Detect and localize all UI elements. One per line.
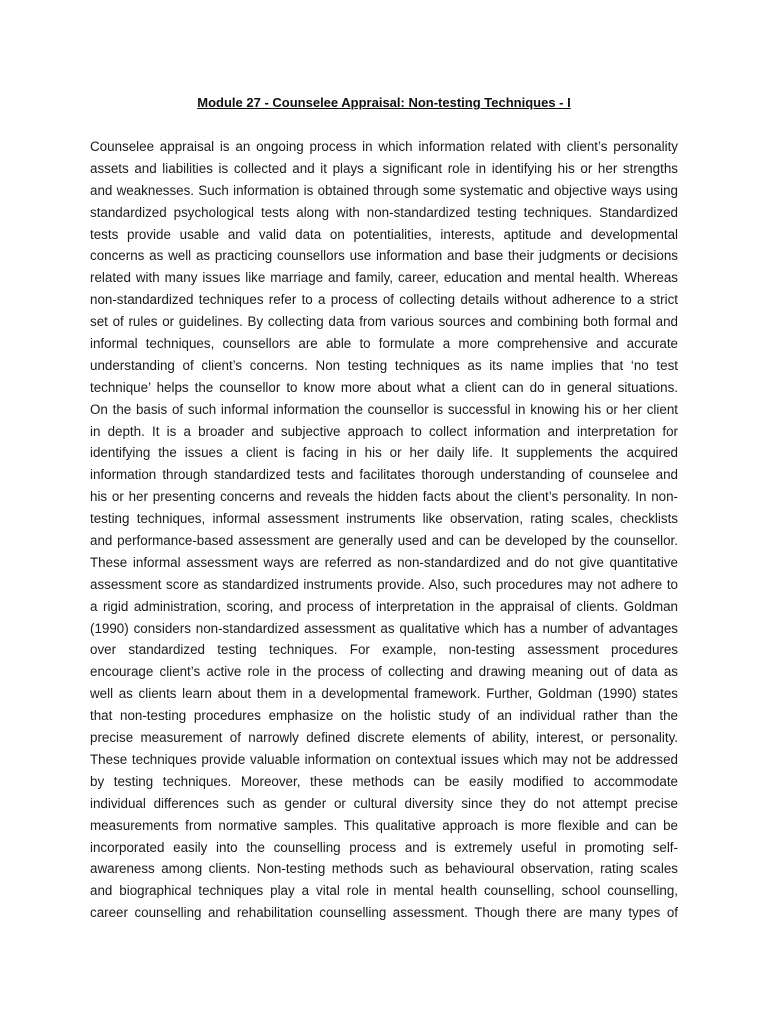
- page-title: Module 27 - Counselee Appraisal: Non-testing Techniques - I: [197, 95, 571, 110]
- paragraph-line: These techniques provide valuable information on contextual issues which may not be addressed: [90, 751, 678, 767]
- paragraph-line: and biographical techniques play a vital role in mental health counselling, school counselling,: [90, 883, 678, 899]
- paragraph-line: technique’ helps the counsellor to know more about what a client can do in general situations.: [90, 379, 678, 395]
- paragraph-line: information through standardized tests and facilitates thorough understanding of counselee and: [90, 467, 678, 483]
- paragraph-line: concerns as well as practicing counsellors use information and base their judgments or decisions: [90, 248, 678, 264]
- paragraph-line: assessment score as standardized instruments provide. Also, such procedures may not adhere to: [90, 576, 678, 592]
- paragraph-line: non-standardized techniques refer to a process of collecting details without adherence to a strict: [90, 292, 678, 308]
- paragraph-line: awareness among clients. Non-testing methods such as behavioural observation, rating scales: [90, 861, 678, 877]
- paragraph-line: his or her presenting concerns and reveals the hidden facts about the client’s personality. In non-: [90, 489, 678, 505]
- paragraph-line: individual differences such as gender or cultural diversity since they do not attempt precise: [90, 795, 678, 811]
- paragraph-line: related with many issues like marriage and family, career, education and mental health. Whereas: [90, 270, 678, 286]
- paragraph-line: incorporated easily into the counselling process and is extremely useful in promoting self-: [90, 839, 678, 855]
- paragraph-line: On the basis of such informal information the counsellor is successful in knowing his or her client: [90, 401, 678, 417]
- paragraph-line: by testing techniques. Moreover, these methods can be easily modified to accommodate: [90, 773, 678, 789]
- paragraph-line: testing techniques, informal assessment instruments like observation, rating scales, checklists: [90, 511, 678, 527]
- paragraph-line: in depth. It is a broader and subjective approach to collect information and interpretation for: [90, 423, 678, 439]
- paragraph-line: encourage client’s active role in the process of collecting and drawing meaning out of data as: [90, 664, 678, 680]
- paragraph-line: Counselee appraisal is an ongoing process in which information related with client’s personality: [90, 139, 678, 154]
- paragraph-line: standardized psychological tests along with non-standardized testing techniques. Standardized: [90, 204, 678, 220]
- paragraph-line: measurements from normative samples. This qualitative approach is more flexible and can be: [90, 817, 678, 833]
- paragraph-line: These informal assessment ways are referred as non-standardized and do not give quantitative: [90, 554, 678, 570]
- paragraph-line: precise measurement of narrowly defined discrete elements of ability, interest, or personality.: [90, 730, 678, 746]
- paragraph-line: career counselling and rehabilitation counselling assessment. Though there are many types of: [90, 905, 678, 921]
- paragraph-line: a rigid administration, scoring, and process of interpretation in the appraisal of clients. Goldman: [90, 598, 678, 614]
- paragraph-line: set of rules or guidelines. By collecting data from various sources and combining both formal and: [90, 314, 678, 330]
- body-paragraph: [90, 136, 678, 924]
- paragraph-line: that non-testing procedures emphasize on the holistic study of an individual rather than the: [90, 708, 678, 724]
- paragraph-line: over standardized testing techniques. For example, non-testing assessment procedures: [90, 642, 678, 658]
- paragraph-line: tests provide usable and valid data on potentialities, interests, aptitude and developmental: [90, 226, 678, 242]
- paragraph-line: and weaknesses. Such information is obtained through some systematic and objective ways using: [90, 182, 678, 198]
- paragraph-line: identifying the issues a client is facing in his or her daily life. It supplements the acquired: [90, 445, 678, 461]
- paragraph-line: understanding of client’s concerns. Non testing techniques as its name implies that ‘no test: [90, 357, 678, 373]
- paragraph-line: (1990) considers non-standardized assessment as qualitative which has a number of advantages: [90, 620, 678, 636]
- paragraph-line: well as clients learn about them in a developmental framework. Further, Goldman (1990) states: [90, 686, 678, 702]
- paragraph-line: assets and liabilities is collected and it plays a significant role in identifying his or her strengths: [90, 160, 678, 176]
- paragraph-line: and performance-based assessment are generally used and can be developed by the counsellor.: [90, 533, 678, 549]
- paragraph-line: informal techniques, counsellors are able to formulate a more comprehensive and accurate: [90, 336, 678, 352]
